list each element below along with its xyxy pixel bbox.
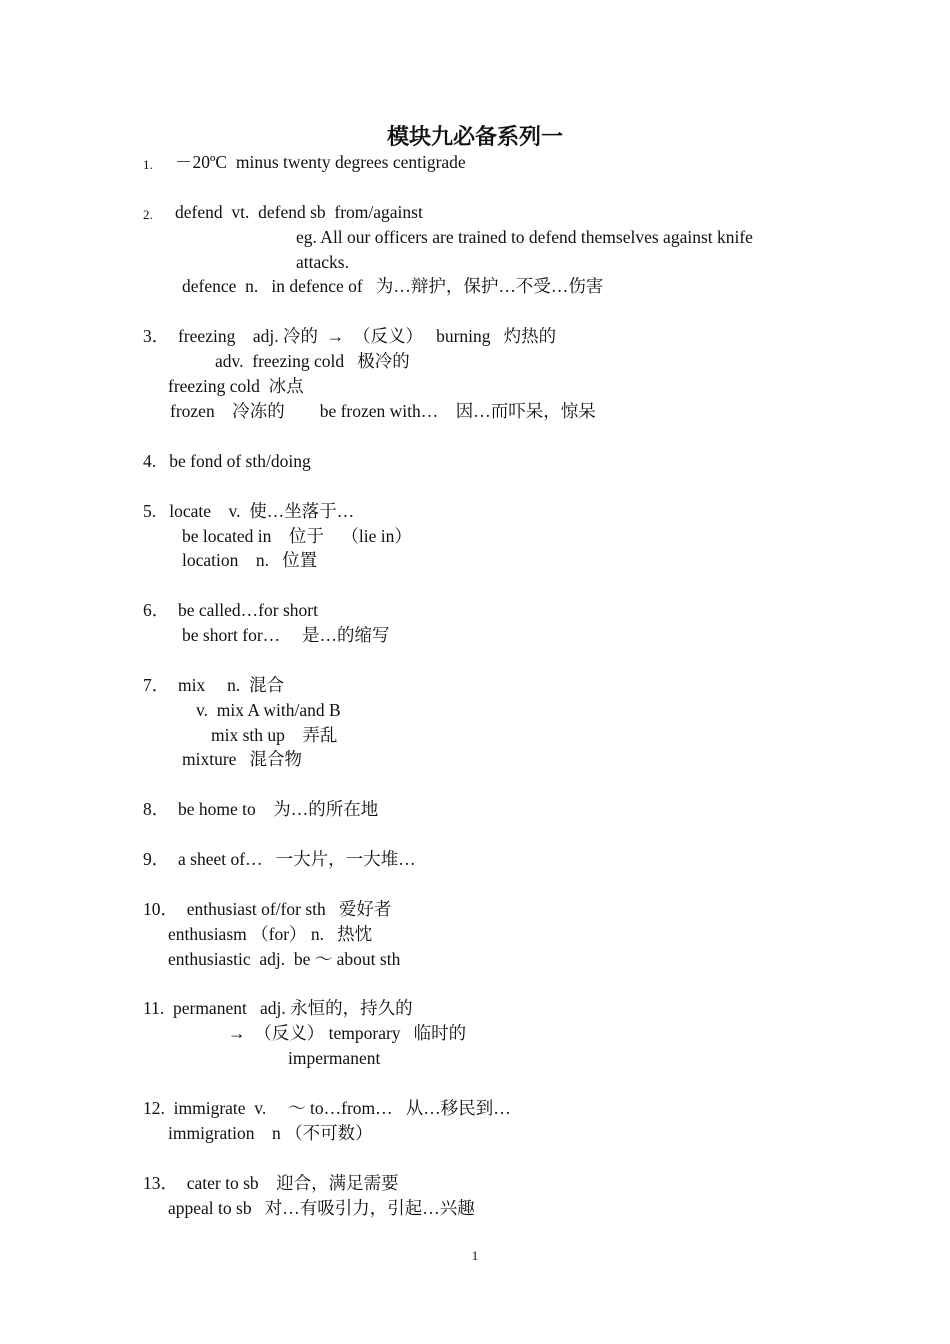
item-5-line-1: 5. locate v. 使…坐落于… — [143, 501, 355, 521]
item-13-line-1: 13． cater to sb 迎合，满足需要 — [143, 1173, 399, 1193]
item-6-line-1: 6． be called…for short — [143, 600, 318, 620]
page-number: 1 — [471, 1248, 479, 1263]
item-2-line-3: attacks. — [296, 252, 349, 272]
item-10-line-2: enthusiasm （for） n. 热忱 — [168, 924, 373, 944]
item-7-line-4: mixture 混合物 — [182, 749, 303, 769]
item-7-line-2: v. mix A with/and B — [196, 700, 341, 720]
item-11-line-1: 11. permanent adj. 永恒的，持久的 — [143, 998, 413, 1018]
item-5-line-2: be located in 位于 （lie in） — [182, 526, 412, 546]
item-5-line-3: location n. 位置 — [182, 550, 318, 570]
item-6-line-2: be short for… 是…的缩写 — [182, 625, 390, 645]
item-2-line-1: defend vt. defend sb from/against — [175, 202, 423, 222]
item-12-line-2: immigration n （不可数） — [168, 1123, 373, 1143]
item-2-line-2: eg. All our officers are trained to defend themselves against knife — [296, 227, 753, 247]
item-10-line-1: 10． enthusiast of/for sth 爱好者 — [143, 899, 392, 919]
item-4-line-1: 4. be fond of sth/doing — [143, 451, 311, 471]
item-2-number: 2. — [143, 207, 153, 222]
item-1-number: 1. — [143, 157, 153, 172]
item-1-text: －20ºC minus twenty degrees centigrade — [175, 152, 466, 172]
item-2-line-4: defence n. in defence of 为…辩护，保护…不受…伤害 — [182, 276, 604, 296]
item-3-line-2: adv. freezing cold 极冷的 — [215, 351, 410, 371]
item-10-line-3: enthusiastic adj. be ～ about sth — [168, 949, 401, 969]
item-3-line-3: freezing cold 冰点 — [168, 376, 304, 396]
item-7-line-3: mix sth up 弄乱 — [211, 725, 338, 745]
item-11-line-2: → （反义） temporary 临时的 — [228, 1023, 467, 1043]
item-9-line-1: 9． a sheet of… 一大片，一大堆… — [143, 849, 416, 869]
item-7-line-1: 7． mix n. 混合 — [143, 675, 284, 695]
item-12-line-1: 12. immigrate v. ～ to…from… 从…移民到… — [143, 1098, 511, 1118]
item-3-line-1: 3． freezing adj. 冷的 → （反义） burning 灼热的 — [143, 326, 557, 346]
page-title: 模块九必备系列一 — [386, 124, 563, 150]
item-11-line-3: impermanent — [288, 1048, 381, 1068]
item-8-line-1: 8． be home to 为…的所在地 — [143, 799, 379, 819]
item-13-line-2: appeal to sb 对…有吸引力，引起…兴趣 — [168, 1198, 475, 1218]
item-3-line-4: frozen 冷冻的 be frozen with… 因…而吓呆，惊呆 — [170, 401, 596, 421]
